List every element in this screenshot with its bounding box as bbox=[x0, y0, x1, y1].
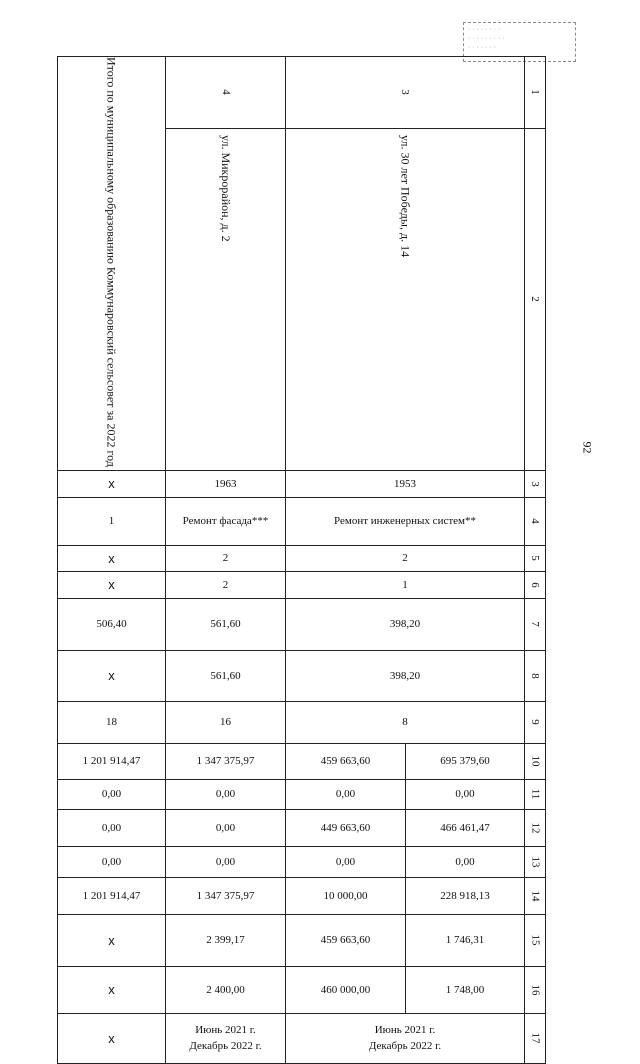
total-cell: x bbox=[58, 470, 166, 497]
total-cell: x bbox=[58, 966, 166, 1013]
house4-cell: Ремонт фасада*** bbox=[166, 497, 286, 545]
house3-cell-b: 695 379,60 bbox=[406, 743, 525, 779]
house3-cell-b: 1 748,00 bbox=[406, 966, 525, 1013]
house3-cell-a: 460 000,00 bbox=[286, 966, 406, 1013]
house4-num-cell bbox=[166, 57, 286, 129]
house4-cell: 561,60 bbox=[166, 650, 286, 701]
house3-address: ул. 30 лет Победы, д. 14 bbox=[398, 134, 413, 257]
row-number: 6 bbox=[525, 571, 546, 598]
row-number: 3 bbox=[525, 470, 546, 497]
house4-cell: 0,00 bbox=[166, 809, 286, 846]
house3-cell-a: 449 663,60 bbox=[286, 809, 406, 846]
row-number: 17 bbox=[525, 1013, 546, 1063]
house3-num: 3 bbox=[399, 89, 411, 96]
row-number: 13 bbox=[525, 846, 546, 877]
house3-cell: Ремонт инженерных систем** bbox=[286, 497, 525, 545]
house3-cell-a: 10 000,00 bbox=[286, 877, 406, 914]
table-row bbox=[58, 701, 546, 743]
house3-cell-b: 0,00 bbox=[406, 846, 525, 877]
house4-cell: 0,00 bbox=[166, 846, 286, 877]
row-number: 14 bbox=[525, 877, 546, 914]
row-number: 5 bbox=[525, 545, 546, 571]
house3-cell-b: 228 918,13 bbox=[406, 877, 525, 914]
total-cell: 0,00 bbox=[58, 779, 166, 809]
stamp-line: · · · · · · · · · bbox=[468, 35, 505, 42]
total-cell: 0,00 bbox=[58, 809, 166, 846]
table-row bbox=[58, 497, 546, 545]
house4-cell: Июнь 2021 г. Декабрь 2022 г. bbox=[166, 1013, 286, 1063]
total-header-text: Итого по муниципальному образованию Коммунаровский сельсовет за 2022 год bbox=[104, 57, 119, 467]
table-row bbox=[58, 470, 546, 497]
total-cell: 1 201 914,47 bbox=[58, 743, 166, 779]
row-number: 7 bbox=[525, 598, 546, 650]
total-cell: x bbox=[58, 571, 166, 598]
row-number: 4 bbox=[525, 497, 546, 545]
row-number: 11 bbox=[525, 779, 546, 809]
table-body bbox=[58, 470, 546, 1063]
table-row bbox=[58, 846, 546, 877]
house3-cell-a: 0,00 bbox=[286, 779, 406, 809]
house4-cell: 2 399,17 bbox=[166, 914, 286, 966]
table-row bbox=[58, 571, 546, 598]
house3-cell: 8 bbox=[286, 701, 525, 743]
house3-cell: 1953 bbox=[286, 470, 525, 497]
table-row bbox=[58, 1013, 546, 1063]
col-num-2: 2 bbox=[525, 128, 546, 470]
house3-cell: 2 bbox=[286, 545, 525, 571]
total-cell: x bbox=[58, 1013, 166, 1063]
row-number: 16 bbox=[525, 966, 546, 1013]
total-cell: 1 201 914,47 bbox=[58, 877, 166, 914]
table-row bbox=[58, 914, 546, 966]
total-cell: x bbox=[58, 545, 166, 571]
house4-cell: 1 347 375,97 bbox=[166, 743, 286, 779]
house4-cell: 2 bbox=[166, 571, 286, 598]
total-cell: 1 bbox=[58, 497, 166, 545]
table-row bbox=[58, 966, 546, 1013]
total-cell: 18 bbox=[58, 701, 166, 743]
budget-table bbox=[57, 56, 546, 1064]
house3-num-cell bbox=[286, 57, 525, 129]
house4-cell: 2 bbox=[166, 545, 286, 571]
house4-cell: 2 400,00 bbox=[166, 966, 286, 1013]
row-number: 8 bbox=[525, 650, 546, 701]
table-row bbox=[58, 545, 546, 571]
house3-address-cell bbox=[286, 128, 525, 470]
table-row bbox=[58, 877, 546, 914]
table-row bbox=[58, 743, 546, 779]
house3-cell: 1 bbox=[286, 571, 525, 598]
table-row bbox=[58, 809, 546, 846]
house4-address-cell bbox=[166, 128, 286, 470]
page-number: 92 bbox=[580, 441, 595, 454]
row-number: 9 bbox=[525, 701, 546, 743]
table-row bbox=[58, 650, 546, 701]
house4-cell: 1 347 375,97 bbox=[166, 877, 286, 914]
house4-cell: 561,60 bbox=[166, 598, 286, 650]
house4-address: ул. Микрорайон, д. 2 bbox=[219, 134, 233, 242]
col-num-1: 1 bbox=[525, 57, 546, 129]
table-row bbox=[58, 598, 546, 650]
house3-cell: Июнь 2021 г. Декабрь 2022 г. bbox=[286, 1013, 525, 1063]
house4-num: 4 bbox=[219, 89, 232, 96]
house4-cell: 0,00 bbox=[166, 779, 286, 809]
house3-cell-a: 0,00 bbox=[286, 846, 406, 877]
house3-cell-a: 459 663,60 bbox=[286, 743, 406, 779]
total-cell: x bbox=[58, 650, 166, 701]
row-number: 12 bbox=[525, 809, 546, 846]
house3-cell: 398,20 bbox=[286, 650, 525, 701]
row-number: 15 bbox=[525, 914, 546, 966]
house3-cell-b: 1 746,31 bbox=[406, 914, 525, 966]
house3-cell-b: 0,00 bbox=[406, 779, 525, 809]
house3-cell: 398,20 bbox=[286, 598, 525, 650]
header-row-numbers bbox=[58, 57, 546, 129]
total-header bbox=[58, 57, 166, 471]
table-row bbox=[58, 779, 546, 809]
house3-cell-b: 466 461,47 bbox=[406, 809, 525, 846]
total-cell: 506,40 bbox=[58, 598, 166, 650]
stamp-line: · · · · · · · · bbox=[468, 26, 501, 33]
total-cell: 0,00 bbox=[58, 846, 166, 877]
house4-cell: 16 bbox=[166, 701, 286, 743]
house4-cell: 1963 bbox=[166, 470, 286, 497]
row-number: 10 bbox=[525, 743, 546, 779]
house3-cell-a: 459 663,60 bbox=[286, 914, 406, 966]
total-cell: x bbox=[58, 914, 166, 966]
stamp-line: · · · · · · · bbox=[468, 44, 496, 51]
